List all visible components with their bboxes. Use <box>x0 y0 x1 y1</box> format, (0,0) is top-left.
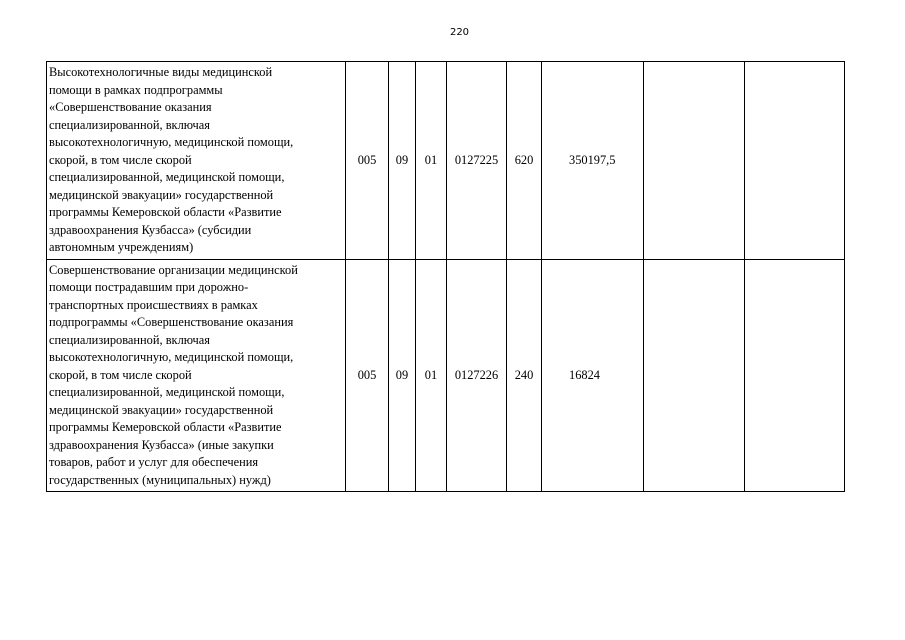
amount: 350197,5 <box>542 62 644 260</box>
table-row <box>47 259 845 492</box>
description-line: «Совершенствование оказания <box>49 100 212 114</box>
description-line: специализированной, включая <box>49 117 210 132</box>
description-line: программы Кемеровской области «Развитие <box>49 420 282 434</box>
table-row <box>47 62 845 260</box>
description-line: скорой, в том числе скорой <box>49 152 192 167</box>
target-article-code: 0127225 <box>447 62 507 260</box>
description-line: программы Кемеровской области «Развитие <box>49 205 282 219</box>
description-line: Совершенствование организации медицинской <box>49 262 298 277</box>
page-number: 220 <box>449 27 470 38</box>
empty-cell <box>644 259 745 492</box>
expense-type-code: 240 <box>507 259 542 492</box>
section-code: 09 <box>389 259 416 492</box>
empty-cell <box>644 62 745 260</box>
description-line: Высокотехнологичные виды медицинской <box>49 65 273 79</box>
budget-table <box>46 61 845 492</box>
description-line: товаров, работ и услуг для обеспечения <box>49 455 259 469</box>
description-line: высокотехнологичную, медицинской помощи, <box>49 350 294 364</box>
description-line: медицинской эвакуации» государственной <box>49 187 274 202</box>
description-line: помощи в рамках подпрограммы <box>49 82 223 97</box>
description-line: автономным учреждениям) <box>49 240 194 254</box>
ministry-code: 005 <box>346 259 389 492</box>
target-article-code: 0127226 <box>447 259 507 492</box>
empty-cell <box>745 259 845 492</box>
description-line: высокотехнологичную, медицинской помощи, <box>49 135 294 149</box>
description-line: специализированной, медицинской помощи, <box>49 170 285 184</box>
description-line: скорой, в том числе скорой <box>49 367 192 382</box>
ministry-code: 005 <box>346 62 389 260</box>
description-line: специализированной, медицинской помощи, <box>49 385 285 399</box>
description-line: здравоохранения Кузбасса» (иные закупки <box>49 437 274 452</box>
description-line: транспортных происшествиях в рамках <box>49 297 258 312</box>
section-code: 09 <box>389 62 416 260</box>
description-line: подпрограммы «Совершенствование оказания <box>49 315 294 329</box>
row-description <box>47 259 346 492</box>
row-description <box>47 62 346 260</box>
subsection-code: 01 <box>416 62 447 260</box>
description-line: специализированной, включая <box>49 332 210 347</box>
expense-type-code: 620 <box>507 62 542 260</box>
description-line: здравоохранения Кузбасса» (субсидии <box>49 222 252 237</box>
amount: 16824 <box>542 259 644 492</box>
description-line: медицинской эвакуации» государственной <box>49 402 274 417</box>
subsection-code: 01 <box>416 259 447 492</box>
empty-cell <box>745 62 845 260</box>
description-line: помощи пострадавшим при дорожно- <box>49 280 249 294</box>
description-line: государственных (муниципальных) нужд) <box>49 472 271 487</box>
